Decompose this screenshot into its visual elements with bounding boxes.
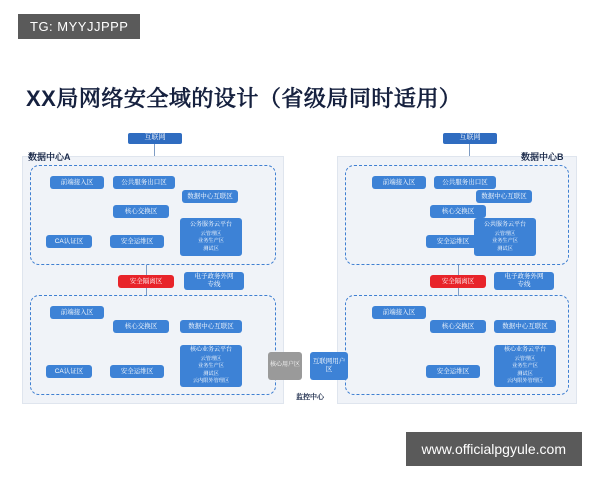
internet-node-left: 互联网 (128, 133, 182, 144)
dc-a-lower-ca-auth[interactable]: CA认证区 (46, 365, 92, 378)
dc-a-upper-cloud-platform-header: 公务服务云平台 (189, 221, 232, 228)
internet-node-right: 互联网 (443, 133, 497, 144)
dc-b-egov-extranet[interactable] (494, 272, 554, 290)
dc-b-upper-cloud-item-1: 业务生产区 (492, 238, 518, 245)
dc-a-lower-cloud-item-2: 测试区 (203, 370, 219, 377)
dc-a-lower-dc-interconnect[interactable]: 数据中心互联区 (180, 320, 242, 333)
dc-b-lower-ops-maint[interactable]: 安全运维区 (426, 365, 480, 378)
dc-a-upper-dc-interconnect[interactable]: 数据中心互联区 (182, 190, 238, 203)
dc-a-upper-front-access[interactable]: 前端接入区 (50, 176, 104, 189)
dc-a-egov-extranet[interactable] (184, 272, 244, 290)
dc-b-upper-cloud-item-2: 测试区 (497, 245, 513, 252)
connector-internet-b (469, 144, 470, 156)
dc-b-lower-dc-interconnect[interactable]: 数据中心互联区 (494, 320, 556, 333)
datacenter-a-label: 数据中心A (28, 152, 71, 162)
dc-b-upper-front-access[interactable]: 前端接入区 (372, 176, 426, 189)
dc-a-upper-cloud-item-2: 测试区 (203, 245, 219, 252)
dc-b-isolation-zone[interactable]: 安全隔离区 (430, 275, 486, 288)
monitor-core-user-zone[interactable]: 核心用户区 (268, 352, 302, 380)
dc-a-lower-cloud-item-1: 业务生产区 (198, 363, 224, 370)
dc-a-egov-extranet-line1: 电子政务外网 (194, 273, 234, 281)
dc-a-upper-ca-auth[interactable]: CA认证区 (46, 235, 92, 248)
dc-b-lower-front-access[interactable]: 前端接入区 (372, 306, 426, 319)
connector-dc-a-isolation-up (146, 265, 147, 275)
datacenter-b-label: 数据中心B (521, 152, 564, 162)
connector-dc-b-isolation-up (458, 265, 459, 275)
dc-b-upper-cloud-item-0: 云管理区 (494, 230, 516, 237)
monitor-center-label: 监控中心 (296, 394, 324, 401)
dc-b-upper-dc-interconnect[interactable]: 数据中心互联区 (476, 190, 532, 203)
dc-a-upper-ops-maint[interactable]: 安全运维区 (110, 235, 164, 248)
dc-b-upper-cloud-platform[interactable] (474, 218, 536, 256)
dc-a-lower-cloud-platform-header: 核心业务云平台 (189, 347, 232, 354)
dc-a-lower-ops-maint[interactable]: 安全运维区 (110, 365, 164, 378)
dc-b-lower-cloud-platform[interactable] (494, 345, 556, 387)
dc-b-lower-cloud-platform-header: 核心业务云平台 (503, 347, 546, 354)
dc-b-lower-core-switch[interactable]: 核心交换区 (430, 320, 486, 333)
dc-a-upper-cloud-item-0: 云管理区 (200, 230, 222, 237)
dc-a-upper-core-switch[interactable]: 核心交换区 (113, 205, 169, 218)
tg-badge: TG: MYYJJPPP (18, 14, 140, 39)
dc-a-lower-cloud-platform[interactable] (180, 345, 242, 387)
dc-a-upper-cloud-platform[interactable] (180, 218, 242, 256)
dc-b-lower-cloud-item-1: 业务生产区 (512, 363, 538, 370)
dc-b-egov-extranet-line2: 专线 (517, 281, 531, 288)
dc-b-upper-ops-maint[interactable]: 安全运维区 (426, 235, 480, 248)
dc-b-lower-cloud-item-0: 云管理区 (514, 355, 536, 362)
dc-a-isolation-zone[interactable]: 安全隔离区 (118, 275, 174, 288)
dc-b-lower-cloud-item-2: 测试区 (517, 370, 533, 377)
dc-a-upper-public-exit[interactable]: 公共服务出口区 (113, 176, 175, 189)
dc-a-lower-cloud-item-0: 云管理区 (200, 355, 222, 362)
dc-a-egov-extranet-line2: 专线 (207, 281, 221, 288)
dc-b-upper-cloud-platform-header: 公共服务云平台 (483, 221, 526, 228)
dc-a-lower-cloud-item-3: 云内限外管理区 (192, 378, 230, 385)
dc-a-lower-front-access[interactable]: 前端接入区 (50, 306, 104, 319)
dc-a-upper-cloud-item-1: 业务生产区 (198, 238, 224, 245)
watermark: www.officialpgyule.com (406, 432, 582, 466)
dc-b-egov-extranet-line1: 电子政务外网 (504, 273, 544, 281)
connector-internet-a (154, 144, 155, 156)
page-title: XX局网络安全域的设计（省级局同时适用） (26, 86, 462, 111)
dc-b-lower-cloud-item-3: 云内限外管理区 (506, 378, 544, 385)
internet-user-zone[interactable]: 互联网用户区 (310, 352, 348, 380)
dc-a-lower-core-switch[interactable]: 核心交换区 (113, 320, 169, 333)
dc-b-upper-core-switch[interactable]: 核心交换区 (430, 205, 486, 218)
dc-b-upper-public-exit[interactable]: 公共服务出口区 (434, 176, 496, 189)
